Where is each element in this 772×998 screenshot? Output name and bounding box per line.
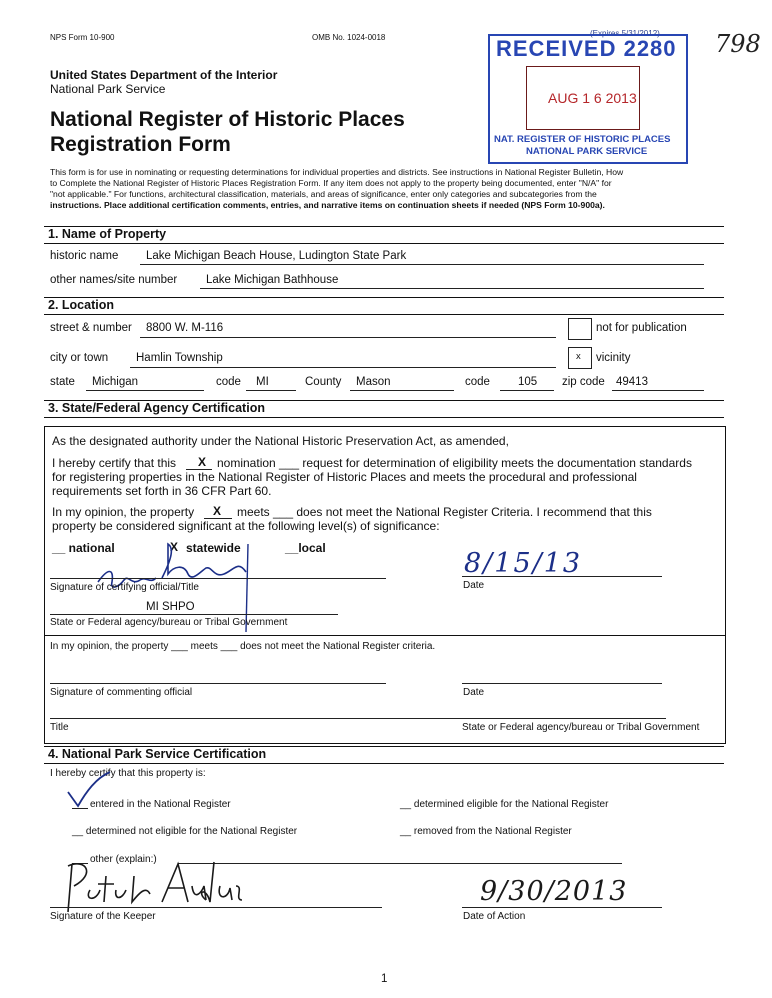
street-field[interactable]: 8800 W. M-116 [146,322,224,334]
opinion-mark: X [213,504,222,518]
option-not-eligible[interactable]: __ determined not eligible for the National Register [72,826,298,837]
certify-line-2: for registering properties in the National Register of Historic Places and meets the procedural and professional [52,470,637,484]
keeper-signature-label: Signature of the Keeper [50,911,156,922]
received-stamp [488,34,688,164]
option-entered[interactable]: entered in the National Register [90,799,231,810]
county-code-field[interactable]: 105 [518,376,538,388]
certifying-date-label: Date [463,580,485,591]
county-label: County [305,376,342,388]
historic-name-label: historic name [50,250,119,262]
certifying-date-line [462,576,662,577]
level-national: __ national [52,541,115,555]
county-field[interactable]: Mason [356,376,391,388]
action-date-line [462,907,662,908]
certifying-signature-label: Signature of certifying official/Title [50,582,199,593]
zip-underline [612,390,704,391]
certify-text-b: nomination ___ request for determination of eligibility meets the documentation standards [217,456,692,470]
certifying-signature-line [50,578,386,579]
title-agency-label: State or Federal agency/bureau or Tribal Government [462,722,700,733]
omb-number: OMB No. 1024-0018 [312,33,386,42]
action-date-label: Date of Action [463,911,526,922]
zip-label: zip code [562,376,605,388]
opinion-line-2: property be considered significant at the following level(s) of significance: [52,519,440,533]
agency-field[interactable]: MI SHPO [146,601,195,613]
stamp-line1: NAT. REGISTER OF HISTORIC PLACES [494,134,671,145]
historic-name-underline [140,264,704,265]
intro-line-2: to Complete the National Register of Historic Places Registration Form. If any item does not apply to the property being documented, enter "N/A" for [50,178,612,188]
page-title: National Register of Historic Places [50,108,405,131]
city-label: city or town [50,352,109,364]
keeper-signature-line [50,907,382,908]
commenting-signature-label: Signature of commenting official [50,687,193,698]
other-names-field[interactable]: Lake Michigan Bathhouse [206,274,339,286]
not-for-publication-checkbox[interactable] [568,318,592,340]
option-other[interactable]: other (explain:) [90,854,157,865]
county-code-label: code [465,376,490,388]
stamp-date: AUG 1 6 2013 [548,90,637,106]
section-4-heading: 4. National Park Service Certification [44,746,724,764]
not-for-publication-label: not for publication [596,322,687,334]
certify-text-a: I hereby certify that this [52,456,177,470]
comment-opinion-text: In my opinion, the property ___ meets ___ does not meet the National Register criteria. [50,641,436,652]
vicinity-checkbox[interactable] [568,347,592,369]
service-name: National Park Service [50,82,166,96]
option-determined-eligible[interactable]: __ determined eligible for the National Register [400,799,609,810]
form-number: NPS Form 10-900 [50,33,115,42]
state-underline [86,390,204,391]
other-names-underline [200,288,704,289]
certify-mark: X [198,455,207,469]
state-code-field[interactable]: MI [256,376,269,388]
state-code-underline [246,390,296,391]
title-line [50,718,666,719]
agency-label: State or Federal agency/bureau or Tribal Government [50,617,288,628]
dept-name: United States Department of the Interior [50,68,278,82]
opinion-text-a: In my opinion, the property [52,505,195,519]
page-subtitle: Registration Form [50,133,231,156]
county-code-underline [500,390,554,391]
state-code-label: code [216,376,241,388]
vicinity-check-mark: x [576,351,581,362]
certify-line-3: requirements set forth in 36 CFR Part 60. [52,484,272,498]
stamp-received: RECEIVED 2280 [496,36,677,61]
keeper-certify-text: I hereby certify that this property is: [50,768,206,779]
keeper-signature [56,856,246,918]
intro-line-3: "not applicable." For functions, architectural classification, materials, and areas of significance, enter only categories and subcategories from the [50,189,597,199]
state-label: state [50,376,75,388]
historic-name-field[interactable]: Lake Michigan Beach House, Ludington State Park [146,250,407,262]
page-number: 1 [381,973,388,985]
other-names-label: other names/site number [50,274,178,286]
intro-line-1: This form is for use in nominating or requesting determinations for individual properties and districts. See instructions in National Register Bulletin, How [50,167,624,177]
certification-divider [44,635,726,636]
county-underline [350,390,454,391]
commenting-date-line [462,683,662,684]
state-field[interactable]: Michigan [92,376,139,388]
agency-line [50,614,338,615]
expires-date: (Expires 5/31/2012) [590,29,660,38]
vicinity-label: vicinity [596,352,631,364]
level-statewide: statewide [186,541,241,555]
entered-blank [72,808,88,809]
zip-field[interactable]: 49413 [616,376,648,388]
handwritten-number: 798 [715,30,761,58]
section-3-heading: 3. State/Federal Agency Certification [44,400,724,418]
authority-text: As the designated authority under the National Historic Preservation Act, as amended, [52,434,509,448]
level-statewide-mark: X [170,540,179,554]
street-underline [140,337,556,338]
section-2-heading: 2. Location [44,297,724,315]
commenting-date-label: Date [463,687,485,698]
city-underline [130,367,556,368]
city-field[interactable]: Hamlin Township [136,352,223,364]
title-label: Title [50,722,69,733]
opinion-text-b: meets ___ does not meet the National Register Criteria. I recommend that this [237,505,652,519]
level-local: __local [285,541,326,555]
section-1-heading: 1. Name of Property [44,226,724,244]
stamp-line2: NATIONAL PARK SERVICE [526,146,648,157]
street-label: street & number [50,322,132,334]
certifying-date-handwritten: 8/15/13 [464,548,583,579]
intro-line-4: instructions. Place additional certification comments, entries, and narrative items on continuation sheets if needed (NPS Form 10-900a). [50,200,605,210]
action-date-handwritten: 9/30/2013 [480,876,628,907]
commenting-signature-line [50,683,386,684]
option-removed[interactable]: __ removed from the National Register [400,826,572,837]
